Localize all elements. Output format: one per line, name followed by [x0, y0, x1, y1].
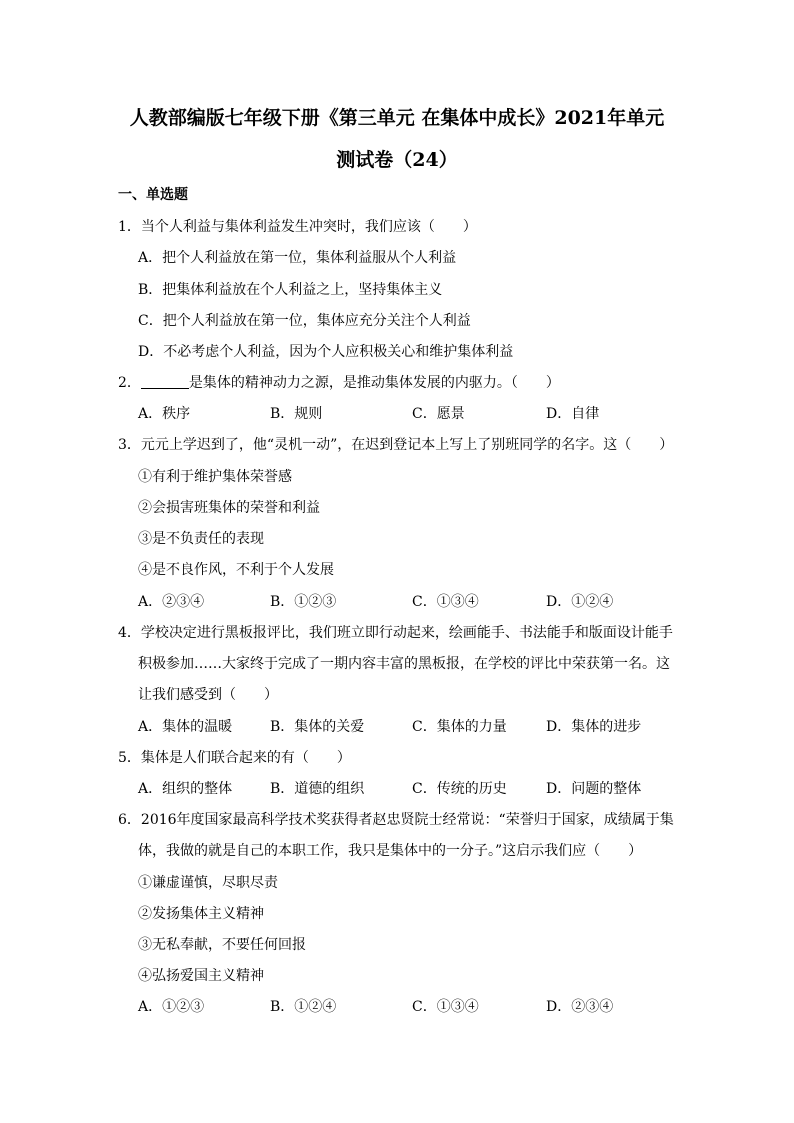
- question-6-item-3: ③无私奉献，不要任何回报: [138, 937, 306, 953]
- question-1-option-b: B．把集体利益放在个人利益之上，坚持集体主义: [138, 282, 443, 298]
- question-5-option-a: A．组织的整体: [138, 781, 233, 797]
- question-2-option-a: A．秩序: [138, 406, 191, 422]
- question-3-option-d: D．①②④: [546, 594, 614, 610]
- question-4-option-d: D．集体的进步: [546, 719, 642, 735]
- page-title-line1: 人教部编版七年级下册《第三单元 在集体中成长》2021年单元: [129, 107, 665, 129]
- question-1-stem: 1．当个人利益与集体利益发生冲突时，我们应该（ ）: [118, 219, 477, 235]
- question-3-option-b: B．①②③: [270, 594, 337, 610]
- question-2-option-b: B．规则: [270, 406, 323, 422]
- question-5-stem: 5．集体是人们联合起来的有（ ）: [118, 750, 351, 766]
- question-6-stem-line1: 6．2016年度国家最高科学技术奖获得者赵忠贤院士经常说：“荣誉归于国家，成绩属于集: [118, 812, 674, 828]
- question-1-option-d: D．不必考虑个人利益，因为个人应积极关心和维护集体利益: [138, 344, 514, 360]
- question-6-item-4: ④弘扬爱国主义精神: [138, 968, 264, 984]
- question-4-option-b: B．集体的关爱: [270, 719, 365, 735]
- question-5-option-b: B．道德的组织: [270, 781, 365, 797]
- question-3-option-a: A．②③④: [138, 594, 205, 610]
- question-5-option-d: D．问题的整体: [546, 781, 642, 797]
- question-6-item-1: ①谦虚谨慎，尽职尽责: [138, 875, 278, 891]
- question-4-stem-line3: 让我们感受到（ ）: [138, 687, 278, 703]
- question-4-stem-line2: 积极参加……大家终于完成了一期内容丰富的黑板报，在学校的评比中荣获第一名。这: [138, 656, 670, 672]
- question-3-item-4: ④是不良作风，不利于个人发展: [138, 562, 334, 578]
- question-2-option-d: D．自律: [546, 406, 600, 422]
- section-heading: 一、单选题: [118, 187, 188, 203]
- question-1-option-c: C．把个人利益放在第一位，集体应充分关注个人利益: [138, 313, 471, 329]
- question-6-option-c: C．①③④: [412, 999, 479, 1015]
- question-3-option-c: C．①③④: [412, 594, 479, 610]
- question-2-text: 是集体的精神动力之源，是推动集体发展的内驱力。（ ）: [188, 375, 560, 391]
- question-6-item-2: ②发扬集体主义精神: [138, 906, 264, 922]
- question-6-option-b: B．①②④: [270, 999, 337, 1015]
- page-title-line2: 测试卷（24）: [336, 149, 458, 171]
- question-3-item-1: ①有利于维护集体荣誉感: [138, 469, 292, 485]
- question-2-number: 2．: [118, 375, 141, 391]
- question-6-option-d: D．②③④: [546, 999, 614, 1015]
- question-4-option-c: C．集体的力量: [412, 719, 507, 735]
- question-6-option-a: A．①②③: [138, 999, 205, 1015]
- question-3-item-2: ②会损害班集体的荣誉和利益: [138, 500, 320, 516]
- question-4-option-a: A．集体的温暖: [138, 719, 233, 735]
- question-5-option-c: C．传统的历史: [412, 781, 507, 797]
- question-4-stem-line1: 4．学校决定进行黑板报评比，我们班立即行动起来，绘画能手、书法能手和版面设计能手: [118, 625, 673, 641]
- fill-blank: [141, 374, 189, 389]
- question-1-option-a: A．把个人利益放在第一位，集体利益服从个人利益: [138, 250, 457, 266]
- question-2-option-c: C．愿景: [412, 406, 465, 422]
- question-2-stem: [118, 374, 678, 392]
- question-3-item-3: ③是不负责任的表现: [138, 531, 264, 547]
- question-3-stem: 3．元元上学迟到了，他“灵机一动”，在迟到登记本上写上了别班同学的名字。这（ ）: [118, 437, 674, 453]
- question-6-stem-line2: 体，我做的就是自己的本职工作，我只是集体中的一分子。”这启示我们应（ ）: [138, 843, 643, 859]
